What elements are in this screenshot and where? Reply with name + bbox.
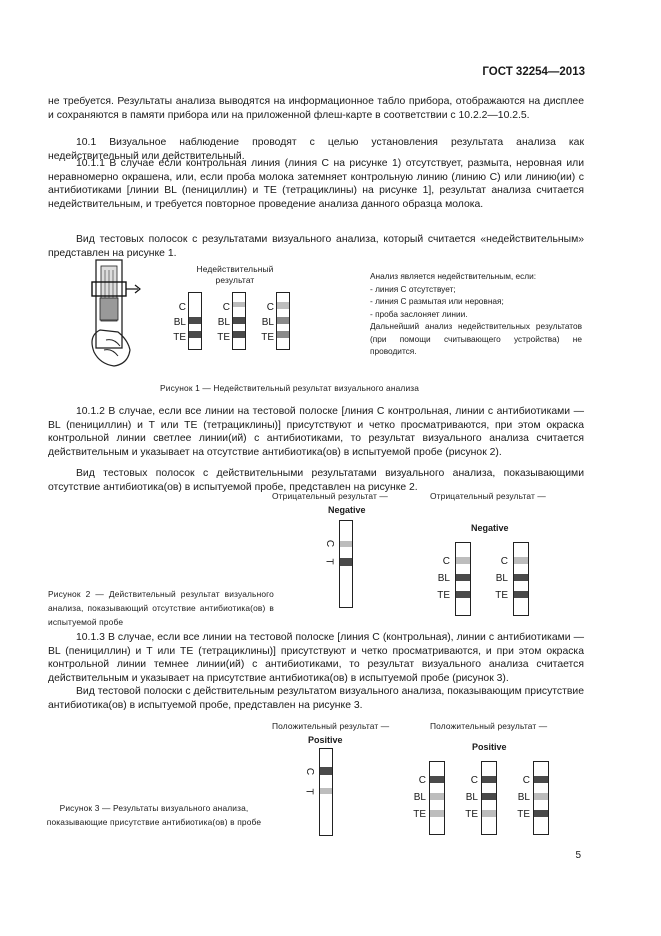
note-line: - линия С отсутствует;: [370, 283, 456, 294]
note-line: - линия С размытая или неровная;: [370, 296, 504, 306]
label-c: C: [304, 767, 316, 776]
fig3-head-right: Положительный результат —: [430, 721, 548, 731]
label-te: TE: [437, 590, 450, 601]
note-line: Дальнейший анализ недействительных результатов (при помощи считывающего устройства) не проводится.: [370, 321, 582, 356]
label-te: TE: [261, 332, 274, 343]
label-bl: BL: [465, 792, 478, 803]
label-te: TE: [413, 809, 426, 820]
paragraph-fig1-intro: Вид тестовых полосок с результатами визуального анализа, который считается «недействительным» представлен на рисунке 1.: [48, 234, 584, 259]
label-bl: BL: [217, 317, 230, 328]
label-bl: BL: [413, 792, 426, 803]
label-bl: BL: [495, 573, 508, 584]
document-header: ГОСТ 32254—2013: [482, 66, 585, 78]
label-t: T: [323, 558, 335, 565]
paragraph-10-1-1: 10.1.1 В случае если контрольная линия (линия С на рисунке 1) отсутствует, размыта, неровная или неравномерно окрашена, или, если проба молока затемняет контрольную линию (линию С) или линию(ии) с антибиотиками [линии BL (пенициллин) и ТЕ (тетрациклины) на рисунке 1], результат анализа считается недействительным, и требуется повторное проведение анализа данного образца молока.: [48, 158, 584, 210]
label-te: TE: [173, 332, 186, 343]
label-c: C: [178, 302, 186, 313]
note-line: - проба заслоняет линии.: [370, 308, 468, 319]
label-c: C: [500, 556, 508, 567]
label-te: TE: [217, 332, 230, 343]
label-c: C: [324, 539, 336, 548]
paragraph-10-1: 10.1 Визуальное наблюдение проводят с целью установления результата анализа как недействительный или действительный.: [48, 137, 584, 162]
note-line: Анализ является недействительным, если:: [370, 271, 537, 281]
fig1-title: Недействительный результат: [196, 264, 274, 285]
paragraph-continuation: не требуется. Результаты анализа выводятся на информационное табло прибора, отображаются на дисплее и сохраняются в памяти прибора или на приложенной флеш-карте в соответствии с 10.2.2—10.2.5.: [48, 96, 584, 121]
page-number: 5: [575, 850, 581, 861]
label-c: C: [266, 302, 274, 313]
label-te: TE: [517, 809, 530, 820]
fig2-head-right: Отрицательный результат —: [430, 491, 546, 501]
fig1-caption: Рисунок 1 — Недействительный результат визуального анализа: [160, 383, 420, 393]
label-c: C: [522, 775, 530, 786]
fig2-head-left: Отрицательный результат —: [272, 491, 388, 501]
fig2-head-left-en: Negative: [328, 505, 366, 515]
label-bl: BL: [517, 792, 530, 803]
paragraph-10-1-3: 10.1.3 В случае, если все линии на тестовой полоске [линия С (контрольная), линии с антибиотиками — BL (пенициллин) и Т или ТЕ (тетрациклины)] присутствуют и четко просматриваются, и при этом окраска контрольной линии темнее линии(ий) с антибиотиками, то результат визуального анализа считается действительным и указывает на присутствие антибиотика(ов) в испытуемой пробе (рисунок 3).: [48, 632, 584, 684]
fig3-head-left: Положительный результат —: [272, 721, 390, 731]
label-t: T: [303, 788, 315, 795]
fig3-head-left-en: Positive: [308, 735, 343, 745]
paragraph-fig3-intro: Вид тестовой полоски с действительным результатом визуального анализа, показывающим присутствие антибиотика(ов) в испытуемой пробе, представлен на рисунке 3.: [48, 686, 584, 711]
label-c: C: [418, 775, 426, 786]
fig3-head-right-en: Positive: [472, 742, 507, 752]
label-bl: BL: [173, 317, 186, 328]
label-c: C: [470, 775, 478, 786]
fig3-caption: Рисунок 3 — Результаты визуального анализа, показывающие присутствие антибиотика(ов) в пробе: [46, 803, 262, 827]
label-te: TE: [495, 590, 508, 601]
label-c: C: [442, 556, 450, 567]
fig2-head-right-en: Negative: [471, 523, 509, 533]
label-bl: BL: [261, 317, 274, 328]
label-te: TE: [465, 809, 478, 820]
paragraph-fig2-intro: Вид тестовых полосок с действительными результатами визуального анализа, показывающими отсутствие антибиотика(ов) в испытуемой пробе, представлен на рисунке 2.: [48, 468, 584, 493]
fig1-note: [370, 270, 582, 358]
paragraph-10-1-2: 10.1.2 В случае, если все линии на тестовой полоске [линия С контрольная, линии с антибиотиками — BL (пенициллин) и Т или ТЕ (тетрациклины)] присутствуют и четко просматриваются, при этом окраска контрольной линии светлее линии(ий) с антибиотиками, то результат визуального анализа считается действительным и указывает на отсутствие антибиотика(ов) в испытуемой пробе (рисунок 2).: [48, 406, 584, 458]
fig2-caption: Рисунок 2 — Действительный результат визуального анализа, показывающий отсутствие антибиотика(ов) в испытуемой пробе: [48, 589, 274, 627]
label-bl: BL: [437, 573, 450, 584]
label-c: C: [222, 302, 230, 313]
